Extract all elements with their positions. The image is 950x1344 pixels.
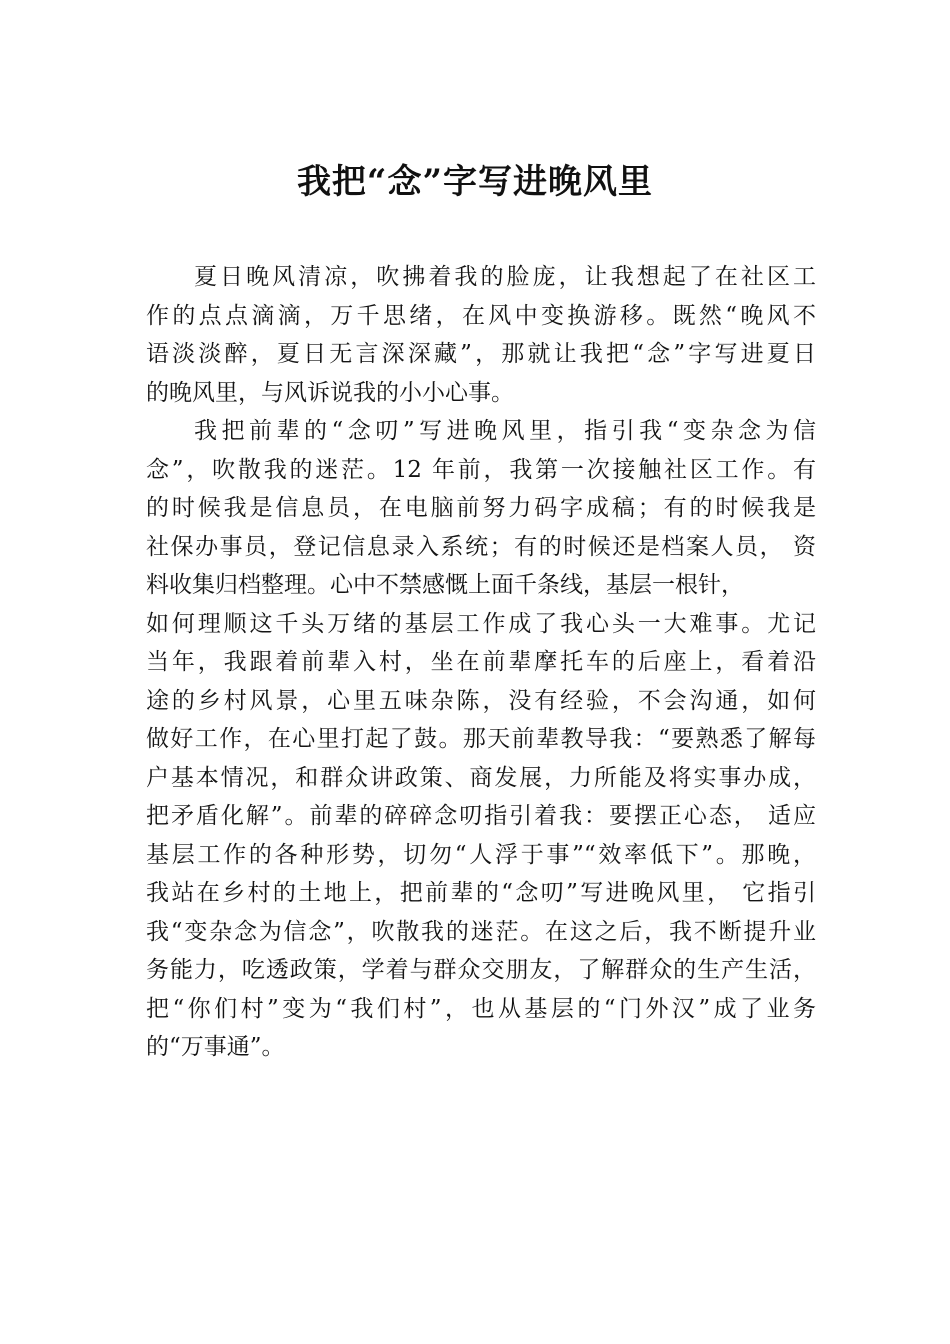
text-line: 作的点点滴滴，万千思绪，在风中变换游移。既然“晚风不 <box>146 302 816 329</box>
text-line: 当年，我跟着前辈入村，坐在前辈摩托车的后座上，看着沿 <box>146 649 816 675</box>
text-line: 的时候我是信息员，在电脑前努力码字成稿；有的时候我是 <box>146 495 816 521</box>
text-line: 语淡淡醉，夏日无言深深藏”，那就让我把“念”字写进夏日 <box>146 341 816 367</box>
text-line: 念”，吹散我的迷茫。12 年前，我第一次接触社区工作。有 <box>146 456 816 483</box>
document-title: 我把“念”字写进晚风里 <box>296 162 654 202</box>
text-line: 把“你们村”变为“我们村”，也从基层的“门外汉”成了业务 <box>146 995 816 1022</box>
text-line: 基层工作的各种形势，切勿“人浮于事”“效率低下”。那晚， <box>146 841 816 868</box>
text-line: 的晚风里，与风诉说我的小小心事。 <box>146 379 514 406</box>
text-line: 夏日晚风清凉，吹拂着我的脸庞，让我想起了在社区工 <box>194 264 816 290</box>
text-line: 户基本情况，和群众讲政策、商发展，力所能及将实事办成， <box>146 764 816 791</box>
text-line: 做好工作，在心里打起了鼓。那天前辈教导我：“要熟悉了解每 <box>146 726 816 752</box>
text-line: 如何理顺这千头万绪的基层工作成了我心头一大难事。尤记 <box>146 610 816 637</box>
paragraph-2 <box>146 412 816 1067</box>
document-body <box>146 258 816 1067</box>
text-line: 我“变杂念为信念”，吹散我的迷茫。在这之后，我不断提升业 <box>146 918 816 945</box>
text-line: 料收集归档整理。心中不禁感慨上面千条线，基层一根针， <box>146 572 744 598</box>
text-line: 务能力，吃透政策，学着与群众交朋友，了解群众的生产生活， <box>146 957 816 983</box>
text-line: 途的乡村风景，心里五味杂陈，没有经验，不会沟通，如何 <box>146 687 816 714</box>
text-line: 我把前辈的“念叨”写进晚风里，指引我“变杂念为信 <box>194 418 816 444</box>
text-line: 我站在乡村的土地上，把前辈的“念叨”写进晚风里， 它指引 <box>146 880 816 906</box>
text-line: 社保办事员，登记信息录入系统；有的时候还是档案人员， 资 <box>146 533 816 560</box>
text-line: 把矛盾化解”。前辈的碎碎念叨指引着我：要摆正心态， 适应 <box>146 803 816 829</box>
text-line: 的“万事通”。 <box>146 1034 285 1060</box>
paragraph-1 <box>146 258 816 412</box>
